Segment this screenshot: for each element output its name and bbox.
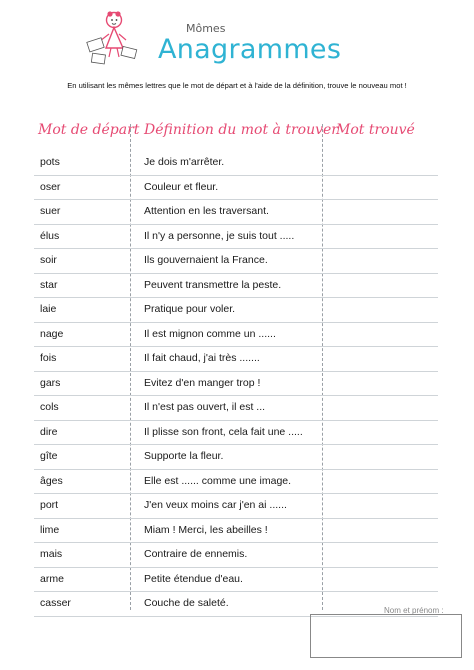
- definition-text: Contraire de ennemis.: [144, 548, 248, 560]
- start-word: élus: [40, 229, 60, 242]
- start-word: suer: [40, 205, 61, 217]
- table-row: [34, 568, 438, 593]
- table-row: [34, 396, 438, 421]
- start-word: gars: [40, 376, 61, 389]
- name-field[interactable]: [310, 614, 462, 658]
- definition-text: Il n'est pas ouvert, il est ...: [144, 401, 266, 413]
- definition-text: Miam ! Merci, les abeilles !: [144, 523, 268, 536]
- table-row: [34, 592, 438, 617]
- table-row: [34, 200, 438, 225]
- start-word: star: [40, 278, 58, 291]
- start-word: pots: [40, 156, 60, 168]
- table-row: [34, 347, 438, 372]
- child-reading-logo-icon: [78, 4, 144, 70]
- start-word: gîte: [40, 450, 58, 462]
- table-row: [34, 323, 438, 348]
- definition-text: Ils gouvernaient la France.: [144, 254, 268, 266]
- definition-text: Supporte la fleur.: [144, 450, 224, 462]
- definition-text: Petite étendue d'eau.: [144, 572, 243, 585]
- start-word: oser: [40, 180, 61, 193]
- table-row: [34, 519, 438, 544]
- start-word: fois: [40, 352, 57, 364]
- start-word: soir: [40, 254, 57, 266]
- table-row: [34, 421, 438, 446]
- definition-text: Pratique pour voler.: [144, 303, 236, 315]
- definition-text: Il n'y a personne, je suis tout .....: [144, 229, 295, 242]
- definition-text: Couleur et fleur.: [144, 180, 219, 193]
- definition-text: Il fait chaud, j'ai très .......: [144, 352, 260, 364]
- definition-text: J'en veux moins car j'en ai ......: [144, 499, 287, 511]
- column-header-start-word: Mot de départ: [38, 122, 140, 138]
- start-word: casser: [40, 597, 71, 609]
- table-row: [34, 151, 438, 176]
- definition-text: Attention en les traversant.: [144, 205, 269, 217]
- instructions: En utilisant les mêmes lettres que le mot de départ et à l'aide de la définition, trouve le nouveau mot !: [67, 81, 407, 90]
- name-label: Nom et prénom :: [384, 606, 444, 615]
- start-word: mais: [40, 548, 63, 560]
- table-row: [34, 176, 438, 201]
- definition-text: Couche de saleté.: [144, 597, 229, 609]
- start-word: dire: [40, 425, 58, 438]
- definition-text: Je dois m'arrêter.: [144, 156, 225, 168]
- table-row: [34, 298, 438, 323]
- table-row: [34, 470, 438, 495]
- start-word: nage: [40, 327, 64, 340]
- brand-name: Mômes: [186, 22, 226, 35]
- table-row: [34, 372, 438, 397]
- table-row: [34, 494, 438, 519]
- table-row: [34, 445, 438, 470]
- column-header-found-word: Mot trouvé: [336, 122, 415, 138]
- start-word: âges: [40, 474, 63, 487]
- definition-text: Evitez d'en manger trop !: [144, 376, 261, 389]
- definition-text: Peuvent transmettre la peste.: [144, 278, 282, 291]
- start-word: lime: [40, 523, 60, 536]
- start-word: arme: [40, 572, 64, 585]
- table-row: [34, 249, 438, 274]
- page-title: Anagrammes: [158, 34, 342, 65]
- table-row: [34, 225, 438, 250]
- definition-text: Il plisse son front, cela fait une .....: [144, 425, 303, 438]
- definition-text: Il est mignon comme un ......: [144, 327, 276, 340]
- anagram-table: [34, 151, 438, 617]
- start-word: laie: [40, 303, 57, 315]
- start-word: port: [40, 499, 59, 511]
- column-header-definition: Définition du mot à trouver: [144, 122, 338, 138]
- table-row: [34, 274, 438, 299]
- start-word: cols: [40, 401, 59, 413]
- table-row: [34, 543, 438, 568]
- definition-text: Elle est ...... comme une image.: [144, 474, 292, 487]
